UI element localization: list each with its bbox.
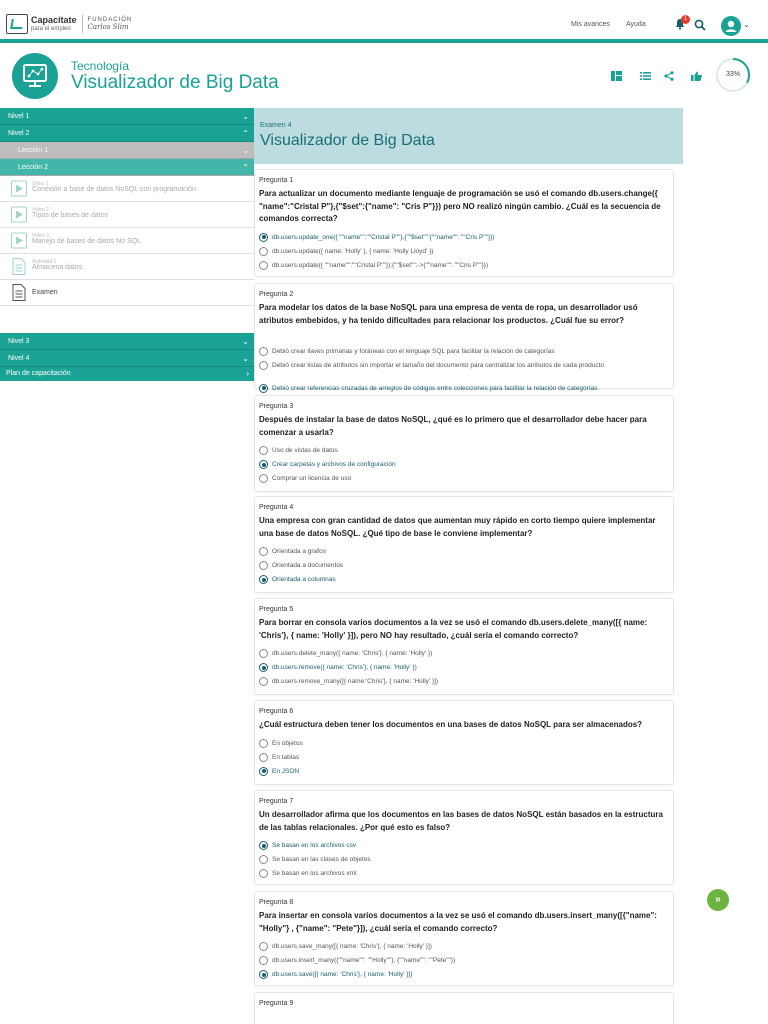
item-name: Conexión a base de datos NoSQL con programación [32, 186, 196, 193]
answer-option-label: db.users.save([{ name: 'Chris'}, { name: 'Holly' }]) [272, 971, 413, 978]
sidebar-plan-link[interactable] [0, 367, 254, 381]
radio-icon[interactable] [259, 261, 268, 270]
radio-icon[interactable] [259, 561, 268, 570]
answer-option[interactable] [259, 347, 669, 359]
radio-selected-icon[interactable] [259, 460, 268, 469]
sidebar-lesson-1[interactable] [0, 142, 254, 159]
answer-option[interactable] [259, 474, 669, 486]
thumbs-up-icon[interactable] [691, 71, 702, 81]
answer-option[interactable] [259, 384, 669, 396]
item-type: Video 2 [32, 207, 49, 213]
item-type: Video 3 [32, 233, 49, 239]
answer-option[interactable] [259, 841, 669, 853]
radio-icon[interactable] [259, 247, 268, 256]
answer-option[interactable] [259, 446, 669, 458]
level-label: Nivel 1 [8, 113, 30, 120]
radio-icon[interactable] [259, 361, 268, 370]
level-label: Nivel 2 [8, 130, 30, 137]
sidebar-level-4[interactable] [0, 350, 254, 367]
radio-selected-icon[interactable] [259, 970, 268, 979]
item-name: Tipos de bases de datos [32, 212, 109, 219]
answer-option-label: En tablas [272, 753, 300, 761]
answer-option[interactable] [259, 956, 669, 968]
chevron-down-icon: ⌄ [242, 337, 249, 346]
logo[interactable] [6, 14, 132, 34]
course-title: Visualizador de Big Data [71, 72, 279, 93]
radio-icon[interactable] [259, 547, 268, 556]
question-number: Pregunta 8 [259, 899, 294, 906]
answer-option-label: db.users.insert_many({""name"": ""Holly""}, {""name"": ""Pete""}) [272, 957, 456, 964]
scroll-to-top-button[interactable] [707, 889, 729, 911]
radio-selected-icon[interactable] [259, 767, 268, 776]
progress-percent: 33% [725, 71, 740, 78]
answer-option[interactable] [259, 753, 669, 765]
dashboard-icon[interactable] [611, 71, 622, 81]
sidebar-level-1[interactable] [0, 108, 254, 125]
radio-selected-icon[interactable] [259, 663, 268, 672]
radio-icon[interactable] [259, 474, 268, 483]
sidebar-level-3[interactable] [0, 333, 254, 350]
radio-icon[interactable] [259, 649, 268, 658]
exam-label: Examen 4 [260, 122, 292, 129]
answer-option-label: Uso de vistas de datos [272, 447, 338, 454]
radio-icon[interactable] [259, 739, 268, 748]
answer-option[interactable] [259, 233, 669, 245]
answer-option-label: db.users.save_many([{ name: 'Chris'}, { name: 'Holly' }]) [272, 943, 432, 950]
double-chevron-up-icon: » [715, 894, 721, 905]
answer-option-label: Orientada a columnas [272, 576, 336, 583]
sidebar-item-activity-1[interactable] [0, 254, 254, 280]
question-number: Pregunta 7 [259, 798, 294, 805]
question-text: Para modelar los datos de la base NoSQL para una empresa de venta de ropa, un desarrollador usó atributos embebidos, y ha tenido dificultades para relacionar los productos. ¿Cuál fue su error? [259, 303, 638, 325]
answer-option[interactable] [259, 970, 669, 982]
sidebar-level-2[interactable] [0, 125, 254, 142]
chevron-right-icon: › [246, 369, 249, 378]
capacitate-logo-icon [6, 14, 28, 34]
exam-icon [11, 284, 27, 301]
answer-option[interactable] [259, 855, 669, 867]
level-label: Nivel 3 [8, 338, 30, 345]
question-card [254, 891, 674, 986]
answer-option[interactable] [259, 649, 669, 661]
question-number: Pregunta 4 [259, 504, 294, 511]
answer-option-label: Debió crear llaves primarias y foráneas con el lenguaje SQL para facilitar la relación de categorías [272, 347, 555, 355]
chevron-down-icon: ⌄ [242, 112, 249, 121]
lesson-label: Lección 1 [18, 147, 48, 154]
answer-option-label: Se basan en los archivos xml [272, 870, 357, 877]
answer-option-label: Se basan en los archivos csv [272, 842, 357, 849]
answer-option[interactable] [259, 261, 669, 273]
exam-header [254, 108, 683, 164]
progress-arc [716, 58, 750, 92]
radio-icon[interactable] [259, 446, 268, 455]
question-card [254, 169, 674, 277]
course-header [0, 43, 768, 108]
radio-icon[interactable] [259, 942, 268, 951]
radio-selected-icon[interactable] [259, 841, 268, 850]
answer-option[interactable] [259, 942, 669, 954]
answer-option-label: db.users.update_one({ ""name"":""Cristal P""},{""$set"":{""name"": ""Cris P""}}) [272, 233, 495, 241]
radio-selected-icon[interactable] [259, 384, 268, 393]
answer-option-label: Comprar un licencia de uso [272, 475, 352, 482]
answer-option-label: Orientada a grafos [272, 548, 326, 555]
top-bar [0, 0, 768, 40]
sidebar-item-exam[interactable] [0, 280, 254, 306]
item-type: Video 1 [32, 181, 49, 187]
video-icon [11, 232, 27, 249]
sidebar-item-video-3[interactable] [0, 228, 254, 254]
item-type: Actividad 1 [32, 259, 57, 265]
course-category: Tecnología [71, 59, 130, 73]
question-number: Pregunta 6 [259, 708, 294, 715]
answer-option[interactable] [259, 361, 669, 373]
list-icon[interactable] [640, 71, 651, 81]
level-label: Nivel 4 [8, 355, 30, 362]
answer-option-label: db.users.delete_many({ name: 'Chris'}, { name: 'Holly' }) [272, 650, 433, 657]
logo-divider [82, 15, 83, 33]
brand-name: Capacítate [31, 15, 77, 25]
question-card [254, 496, 674, 593]
exam-title: Visualizador de Big Data [260, 132, 435, 149]
radio-selected-icon[interactable] [259, 233, 268, 242]
answer-option[interactable] [259, 460, 669, 472]
mis-avances-link[interactable]: Mis avances [571, 21, 610, 28]
chevron-down-icon[interactable]: ⌄ [743, 20, 750, 29]
answer-option[interactable] [259, 247, 669, 259]
answer-option[interactable] [259, 547, 669, 559]
course-sidebar [0, 108, 254, 381]
item-name: Almacena datos [32, 264, 83, 271]
brand-tagline: para el empleo [31, 26, 71, 32]
answer-option-label: En objetos [272, 739, 303, 747]
radio-selected-icon[interactable] [259, 575, 268, 584]
question-card [254, 790, 674, 885]
chevron-down-icon: ⌄ [242, 354, 249, 363]
user-icon [721, 16, 741, 36]
answer-option-label: Debió crear referencias cruzadas de arreglos de códigos entre colecciones para facilitar la relación de categorías [272, 384, 598, 392]
answer-option-label: Orientada a documentos [272, 562, 344, 569]
sidebar-item-video-2[interactable] [0, 202, 254, 228]
question-number: Pregunta 1 [259, 177, 294, 184]
answer-option-label: En JSON [272, 767, 300, 775]
answer-option-label: db.users.update({ name: 'Holly' }, { name: 'Holly Lloyd' }) [272, 247, 434, 255]
answer-option-label: Se basan en las clases de objetos [272, 856, 371, 863]
answer-option-label: Debió crear listas de atributos sin importar el tamaño del documento para centralizar los atributos de cada producto [272, 361, 605, 369]
chevron-down-icon: ⌄ [242, 146, 249, 155]
question-card [254, 700, 674, 785]
answer-option[interactable] [259, 677, 669, 689]
radio-icon[interactable] [259, 855, 268, 864]
user-avatar[interactable] [721, 16, 741, 36]
document-icon [11, 258, 27, 275]
question-card [254, 992, 674, 1024]
sidebar-item-video-1[interactable] [0, 176, 254, 202]
answer-option-label: db.users.remove({ name: 'Chris'}, { name: 'Holly' }) [272, 664, 417, 671]
course-icon [12, 53, 58, 99]
question-card [254, 598, 674, 695]
lesson-label: Lección 2 [18, 164, 48, 171]
chevron-up-icon: ⌃ [242, 129, 249, 138]
answer-option[interactable] [259, 869, 669, 881]
search-icon[interactable] [694, 19, 706, 31]
question-number: Pregunta 5 [259, 606, 294, 613]
question-number: Pregunta 9 [259, 1000, 294, 1007]
foundation-name: Carlos Slim [87, 23, 129, 31]
chevron-up-icon: ⌃ [242, 163, 249, 172]
item-name: Examen [32, 289, 58, 296]
monitor-chart-icon [12, 53, 58, 99]
item-name: Manejo de bases de datos No SQL [32, 238, 141, 245]
question-card [254, 283, 674, 392]
answer-option-label: db.users.remove_many([{ name:'Chris'}, { name: 'Holly' }]) [272, 678, 439, 685]
answer-option[interactable] [259, 663, 669, 675]
foundation-label: FUNDACIÓN [87, 17, 133, 23]
question-text: ¿Cuál estructura deben tener los documentos en una bases de datos NoSQL para ser almacenados? [259, 720, 643, 729]
radio-icon[interactable] [259, 347, 268, 356]
answer-option[interactable] [259, 561, 669, 573]
answer-option[interactable] [259, 575, 669, 587]
question-text: Un desarrollador afirma que los documentos en las bases de datos NoSQL están basados en la estructura de las tablas relacionales. ¿Por qué esto es falso? [259, 810, 663, 832]
ayuda-link[interactable]: Ayuda [626, 21, 646, 28]
radio-icon[interactable] [259, 869, 268, 878]
share-icon[interactable] [664, 71, 674, 81]
radio-icon[interactable] [259, 753, 268, 762]
question-number: Pregunta 2 [259, 291, 294, 298]
video-icon [11, 180, 27, 197]
answer-option-label: db.users.update({ ""name"":""Cristal P""});{""$set"":->{""name"": ""Cris P""}}) [272, 261, 489, 269]
sidebar-lesson-2[interactable] [0, 159, 254, 176]
question-text: Una empresa con gran cantidad de datos que aumentan muy rápido en corto tiempo quiere implementar una base de datos NoSQL. ¿Qué tipo de base le conviene implementar? [259, 516, 656, 538]
answer-option[interactable] [259, 767, 669, 779]
question-text: Para borrar en consola varios documentos a la vez se usó el comando db.users.delete_many([{ name: 'Chris'}, { name: 'Holly' }]), pero NO hay resultado, ¿cuál sería el comando correcto? [259, 618, 648, 640]
question-text: Después de instalar la base de datos NoSQL, ¿qué es lo primero que el desarrollador debe hacer para comenzar a usarla? [259, 415, 647, 437]
radio-icon[interactable] [259, 956, 268, 965]
question-number: Pregunta 3 [259, 403, 294, 410]
radio-icon[interactable] [259, 677, 268, 686]
question-card [254, 395, 674, 492]
answer-option[interactable] [259, 739, 669, 751]
question-text: Para actualizar un documento mediante lenguaje de programación se usó el comando db.users.change({ "name":"Cristal P"},{"$set":{"name": "Cris P"}}) pero NO realizó ningún cambio. ¿Cuál es la secuencia de comandos correcta? [259, 189, 661, 223]
video-icon [11, 206, 27, 223]
question-text: Para insertar en consola varios documentos a la vez se usó el comando db.users.insert_many([{"name": "Holly"} , {"name": "Pete"}]), ¿cuál sería el comando correcto? [259, 911, 657, 933]
plan-label: Plan de capacitación [6, 370, 71, 377]
notification-badge: 1 [681, 15, 690, 24]
answer-option-label: Crear carpetas y archivos de configuración [272, 461, 396, 468]
